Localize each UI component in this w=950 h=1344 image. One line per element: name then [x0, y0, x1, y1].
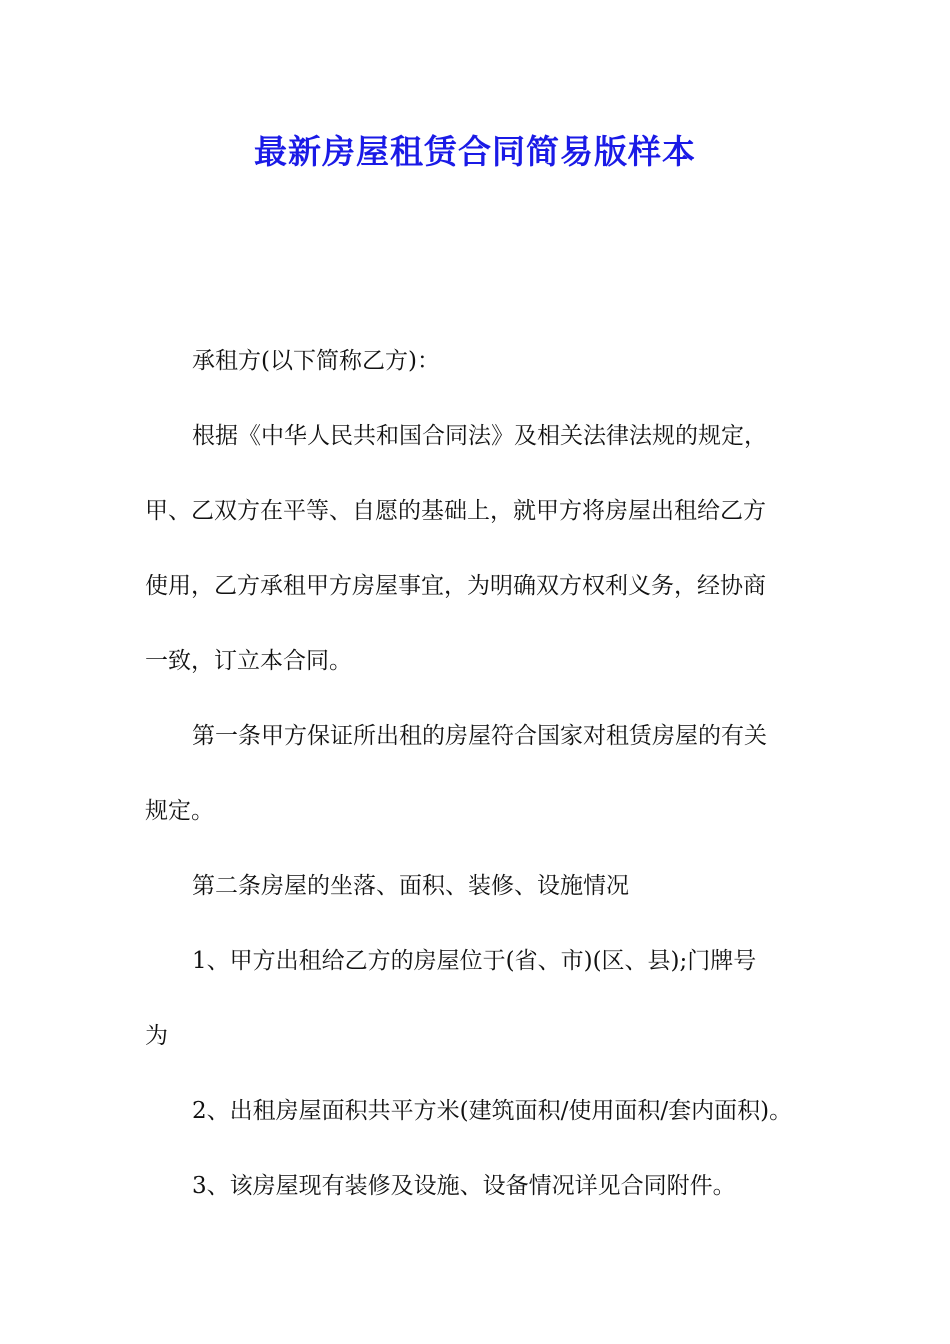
paragraph-line: 3、该房屋现有装修及设施、设备情况详见合同附件。 — [192, 1173, 736, 1199]
paragraph-line: 甲、乙双方在平等、自愿的基础上，就甲方将房屋出租给乙方 — [145, 498, 766, 524]
paragraph-line: 为 — [145, 1023, 168, 1049]
paragraph-line: 规定。 — [145, 798, 214, 824]
paragraph-line: 第一条甲方保证所出租的房屋符合国家对租赁房屋的有关 — [192, 723, 767, 749]
document-title: 最新房屋租赁合同简易版样本 — [254, 132, 696, 171]
paragraph-line: 一致，订立本合同。 — [145, 648, 352, 674]
paragraph-line: 2、出租房屋面积共平方米(建筑面积/使用面积/套内面积)。 — [192, 1098, 793, 1124]
paragraph-line: 1、甲方出租给乙方的房屋位于(省、市)(区、县);门牌号 — [192, 948, 757, 974]
paragraph-line: 根据《中华人民共和国合同法》及相关法律法规的规定， — [192, 423, 767, 449]
paragraph-line: 使用，乙方承租甲方房屋事宜，为明确双方权利义务，经协商 — [145, 573, 766, 599]
paragraph-line: 第二条房屋的坐落、面积、装修、设施情况 — [192, 873, 629, 899]
paragraph-line: 承租方(以下简称乙方)： — [192, 348, 440, 374]
document-body — [145, 333, 825, 1233]
